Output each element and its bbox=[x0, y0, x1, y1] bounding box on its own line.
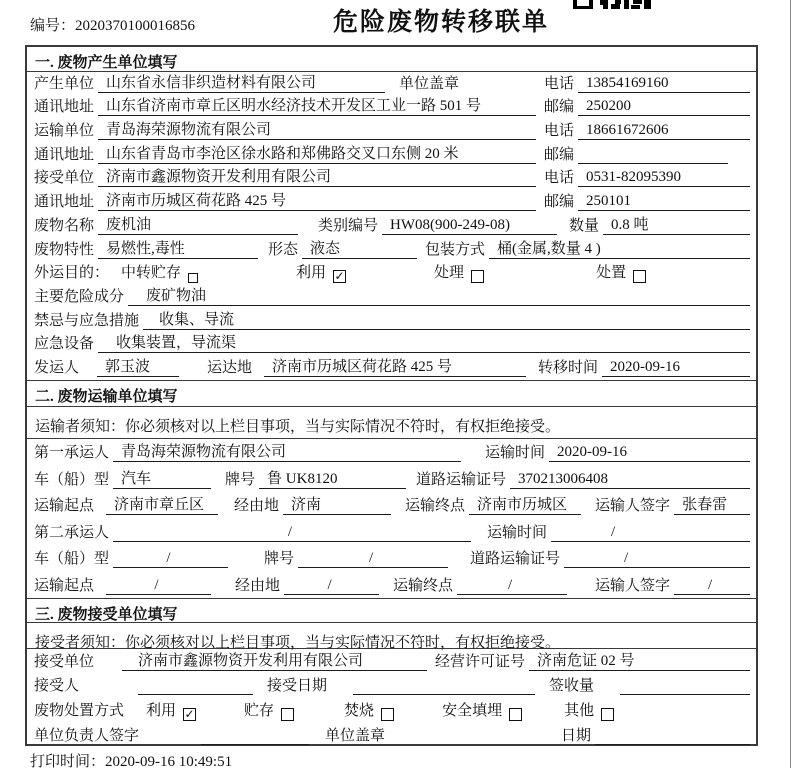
field-transporter-address bbox=[27, 143, 756, 167]
checkbox-icon bbox=[381, 708, 394, 721]
via-label: 经由地 bbox=[234, 498, 280, 515]
field-hazard-components bbox=[27, 285, 756, 309]
carrier-sign-label: 运输人签字 bbox=[595, 577, 671, 594]
checkbox-option bbox=[564, 699, 614, 720]
checkbox-option bbox=[296, 261, 346, 282]
checkbox-option bbox=[434, 261, 484, 282]
field-value: 易燃性,毒性 bbox=[98, 237, 258, 259]
field-label: 主要危险成分 bbox=[34, 288, 125, 305]
page-edge-line bbox=[790, 0, 791, 768]
option-label: 贮存 bbox=[244, 703, 275, 720]
checkbox-option bbox=[344, 699, 394, 720]
option-label: 处理 bbox=[434, 265, 465, 282]
checkbox-icon bbox=[471, 270, 484, 283]
field-receiver-address bbox=[27, 190, 756, 214]
serial-value: 2020370100016856 bbox=[75, 18, 196, 34]
page-title: 危险废物转移联单 bbox=[332, 9, 549, 36]
field-producer bbox=[27, 72, 756, 96]
option-label: 处置 bbox=[596, 265, 627, 282]
field-value bbox=[138, 694, 253, 695]
field-value: / bbox=[113, 524, 471, 542]
option-label: 中转贮存 bbox=[121, 265, 182, 282]
section1-header: 一. 废物产生单位填写 bbox=[27, 47, 756, 72]
zip-value: 250101 bbox=[578, 193, 750, 211]
date-value bbox=[595, 744, 750, 745]
field-label: 废物处置方式 bbox=[34, 703, 125, 720]
field-value: 青岛海荣源物流有限公司 bbox=[113, 440, 461, 462]
field-route-2 bbox=[27, 571, 756, 598]
accept-date-value bbox=[353, 694, 535, 695]
field-value: 青岛海荣源物流有限公司 bbox=[98, 118, 536, 140]
road-license-value: 370213006408 bbox=[510, 471, 750, 489]
field-value: 山东省永信非织造材料有限公司 bbox=[98, 71, 385, 93]
option-label: 安全填埋 bbox=[442, 703, 503, 720]
plate-label: 牌号 bbox=[264, 551, 295, 568]
transfer-time-label: 转移时间 bbox=[538, 359, 599, 376]
field-label: 运输起点 bbox=[34, 577, 95, 594]
road-license-label: 道路运输证号 bbox=[470, 551, 561, 568]
checkbox-icon: ✓ bbox=[184, 707, 195, 722]
checkbox-icon bbox=[188, 273, 198, 283]
field-disposal-method bbox=[27, 698, 756, 723]
field-label: 运输起点 bbox=[34, 498, 95, 515]
field-value: 山东省济南市章丘区明水经济技术开发区工业一路 501 号 bbox=[98, 94, 536, 116]
field-value: 山东省青岛市李沧区徐水路和郑佛路交叉口东侧 20 米 bbox=[98, 142, 536, 164]
field-label: 第一承运人 bbox=[34, 445, 110, 462]
field-value: / bbox=[113, 550, 228, 568]
section2-notice: 运输者须知：你必须核对以上栏目事项，当与实际情况不符时，有权拒绝接受。 bbox=[27, 407, 756, 439]
print-time-line bbox=[30, 750, 232, 768]
transport-time-value: 2020-09-16 bbox=[549, 444, 750, 462]
destination-label: 运达地 bbox=[207, 359, 253, 376]
field-route-1 bbox=[27, 492, 756, 519]
field-emergency-equipment bbox=[27, 333, 756, 357]
form-label: 形态 bbox=[268, 241, 299, 258]
serial-label: 编号： bbox=[30, 18, 76, 34]
field-value: 废矿物油 bbox=[128, 284, 750, 306]
field-label: 车（船）型 bbox=[34, 551, 110, 568]
field-second-carrier bbox=[27, 518, 756, 545]
field-label: 车（船）型 bbox=[34, 471, 110, 488]
field-acceptor bbox=[27, 674, 756, 699]
qr-code-fragment bbox=[573, 0, 653, 10]
field-shipper bbox=[27, 356, 756, 380]
field-label: 废物名称 bbox=[34, 217, 95, 234]
phone-value: 18661672606 bbox=[578, 122, 750, 140]
field-label: 第二承运人 bbox=[34, 524, 110, 541]
field-taboo-measures bbox=[27, 309, 756, 333]
checkbox-icon bbox=[601, 708, 614, 721]
zip-label: 邮编 bbox=[543, 99, 574, 116]
option-label: 焚烧 bbox=[344, 703, 375, 720]
field-vehicle-type-2 bbox=[27, 545, 756, 572]
print-time-value: 2020-09-16 10:49:51 bbox=[105, 754, 233, 768]
plate-value: / bbox=[298, 550, 448, 568]
field-label: 废物特性 bbox=[34, 241, 95, 258]
checkbox-icon: ✓ bbox=[334, 269, 345, 284]
field-waste-characteristics bbox=[27, 238, 756, 262]
packaging-value: 桶(金属,数量 4 ) bbox=[489, 237, 750, 259]
field-label: 接受人 bbox=[34, 678, 80, 695]
field-value: 济南市历城区荷花路 425 号 bbox=[98, 189, 536, 211]
date-label: 日期 bbox=[561, 727, 592, 744]
carrier-sign-value: / bbox=[674, 577, 750, 595]
field-responsible-signature bbox=[27, 723, 756, 748]
field-value bbox=[201, 744, 309, 745]
checkbox-option bbox=[596, 261, 646, 282]
option-label: 利用 bbox=[296, 265, 327, 282]
permit-label: 经营许可证号 bbox=[435, 653, 526, 670]
field-label: 发运人 bbox=[34, 359, 80, 376]
origin-value: / bbox=[106, 577, 211, 595]
field-transporter bbox=[27, 119, 756, 143]
qty-label: 数量 bbox=[569, 217, 600, 234]
zip-label: 邮编 bbox=[543, 146, 574, 163]
end-value: 济南市历城区 bbox=[469, 493, 581, 515]
field-value: 济南市鑫源物资开发利用有限公司 bbox=[122, 649, 427, 671]
plate-value: 鲁 UK8120 bbox=[259, 467, 406, 489]
carrier-sign-label: 运输人签字 bbox=[595, 498, 671, 515]
manifest-form bbox=[25, 45, 758, 746]
field-label: 外运目的： bbox=[34, 265, 110, 282]
field-waste-name bbox=[27, 214, 756, 238]
field-label: 通讯地址 bbox=[34, 194, 95, 211]
end-label: 运输终点 bbox=[393, 577, 454, 594]
phone-value: 0531-82095390 bbox=[578, 169, 750, 187]
received-qty-label: 签收量 bbox=[549, 678, 595, 695]
checkbox-option bbox=[146, 699, 196, 720]
via-label: 经由地 bbox=[235, 577, 281, 594]
transport-time-value: / bbox=[551, 524, 750, 542]
field-vehicle-type-1 bbox=[27, 465, 756, 492]
field-label: 单位负责人签字 bbox=[34, 727, 140, 744]
field-transfer-purpose bbox=[27, 262, 756, 286]
field-label: 运输单位 bbox=[34, 123, 95, 140]
end-label: 运输终点 bbox=[405, 498, 466, 515]
field-first-carrier bbox=[27, 439, 756, 466]
destination-value: 济南市历城区荷花路 425 号 bbox=[264, 355, 526, 377]
field-receiver bbox=[27, 167, 756, 191]
end-value: / bbox=[457, 577, 567, 595]
field-receiving-unit bbox=[27, 649, 756, 674]
permit-value: 济南危证 02 号 bbox=[529, 649, 750, 671]
field-label: 接受单位 bbox=[34, 170, 95, 187]
checkbox-icon bbox=[509, 708, 522, 721]
field-label: 接受单位 bbox=[34, 653, 95, 670]
field-label: 应急设备 bbox=[34, 336, 95, 353]
section2-header: 二. 废物运输单位填写 bbox=[27, 380, 756, 407]
phone-label: 电话 bbox=[543, 170, 574, 187]
field-value: 郭玉波 bbox=[97, 355, 179, 377]
road-license-value: / bbox=[564, 550, 750, 568]
field-label: 通讯地址 bbox=[34, 99, 95, 116]
code-value: HW08(900-249-08) bbox=[382, 217, 557, 235]
field-label: 产生单位 bbox=[34, 75, 95, 92]
checkbox-icon bbox=[281, 708, 294, 721]
phone-value: 13854169160 bbox=[578, 75, 750, 93]
via-value: 济南 bbox=[283, 493, 391, 515]
print-time-label: 打印时间： bbox=[30, 754, 106, 768]
accept-date-label: 接受日期 bbox=[267, 678, 328, 695]
code-label: 类别编号 bbox=[318, 217, 379, 234]
qty-value: 0.8 吨 bbox=[603, 213, 750, 235]
checkbox-icon bbox=[633, 270, 646, 283]
transport-time-label: 运输时间 bbox=[487, 524, 548, 541]
checkbox-option bbox=[121, 261, 198, 282]
zip-value: 250200 bbox=[578, 98, 750, 116]
zip-value bbox=[578, 163, 728, 164]
checkbox-option bbox=[442, 699, 522, 720]
plate-label: 牌号 bbox=[225, 471, 256, 488]
road-license-label: 道路运输证号 bbox=[416, 471, 507, 488]
form-value: 液态 bbox=[302, 237, 417, 259]
field-value: 废机油 bbox=[98, 213, 298, 235]
seal-label: 单位盖章 bbox=[399, 75, 460, 92]
checkbox-option bbox=[244, 699, 294, 720]
field-label: 禁忌与应急措施 bbox=[34, 312, 140, 329]
section3-header: 三. 废物接受单位填写 bbox=[27, 598, 756, 623]
received-qty-value bbox=[620, 694, 750, 695]
field-label: 通讯地址 bbox=[34, 146, 95, 163]
packaging-label: 包装方式 bbox=[425, 241, 486, 258]
via-value: / bbox=[284, 577, 379, 595]
option-label: 其他 bbox=[564, 703, 595, 720]
carrier-sign-value: 张春雷 bbox=[674, 493, 750, 515]
field-value: 收集装置，导流渠 bbox=[98, 331, 750, 353]
phone-label: 电话 bbox=[543, 123, 574, 140]
field-value: 汽车 bbox=[113, 467, 211, 489]
transfer-time-value: 2020-09-16 bbox=[602, 359, 750, 377]
section3-notice: 接受者须知：你必须核对以上栏目事项，当与实际情况不符时，有权拒绝接受。 bbox=[27, 623, 756, 649]
unit-seal-label: 单位盖章 bbox=[325, 727, 386, 744]
transport-time-label: 运输时间 bbox=[485, 445, 546, 462]
field-value: 收集、导流 bbox=[143, 308, 750, 330]
origin-value: 济南市章丘区 bbox=[106, 493, 218, 515]
field-producer-address bbox=[27, 96, 756, 120]
phone-label: 电话 bbox=[543, 75, 574, 92]
zip-label: 邮编 bbox=[543, 194, 574, 211]
option-label: 利用 bbox=[146, 703, 177, 720]
field-value: 济南市鑫源物资开发利用有限公司 bbox=[98, 165, 536, 187]
